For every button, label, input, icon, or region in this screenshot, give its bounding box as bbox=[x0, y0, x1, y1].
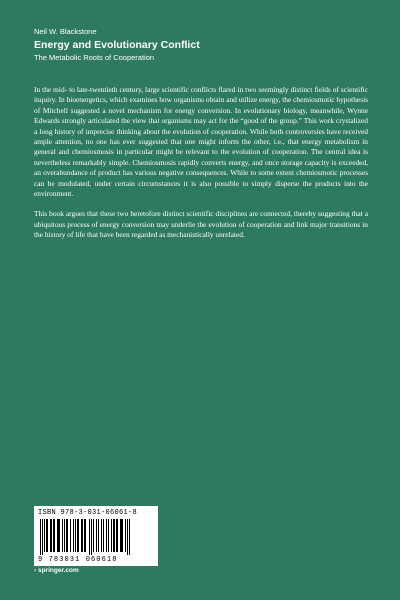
blurb bbox=[34, 85, 368, 251]
website-link[interactable]: › springer.com bbox=[34, 567, 79, 574]
blurb-paragraph-1: In the mid- to late-twentieth century, large scientific conflicts flared in two seemingly distinct fields of scientific inquiry. In bioenergetics, which examines how organisms obtain and utilize energy, the chemiosmotic hypothesis of Mitchell suggested a novel mechanism for energy conversion. In evolutionary biology, meanwhile, Wynne Edwards strongly articulated the view that organisms may act for the “good of the group.” This work crystalized a long history of imprecise thinking about the evolution of cooperation. While both controversies have received ample attention, no one has ever suggested that one might inform the other, i.e., that energy metabolism in general and chemiosmosis in particular might be relevant to the evolution of cooperation. The central idea is nevertheless remarkably simple. Chemiosmosis rapidly converts energy, and once storage capacity is exceeded, an overabundance of product has various negative consequences. While to some extent chemiosmotic processes can be modulated, under certain circumstances it is also possible to simply disperse the products into the environment. bbox=[34, 85, 369, 199]
author-name: Neil W. Blackstone bbox=[34, 27, 97, 36]
book-subtitle: The Metabolic Roots of Cooperation bbox=[34, 53, 155, 62]
isbn-label: ISBN 978-3-031-06061-8 bbox=[38, 509, 138, 517]
barcode-number: 9 783031 060618 bbox=[38, 556, 118, 564]
header bbox=[34, 27, 374, 62]
book-title: Energy and Evolutionary Conflict bbox=[34, 39, 200, 51]
barcode-bars bbox=[38, 519, 154, 555]
blurb-paragraph-2: This book argues that these two heretofore distinct scientific disciplines are connected, thereby suggesting that a ubiquitous process of energy conversion may underlie the evolution of cooperation and link major transitions in the history of life that have been regarded as mechanistically unrelated. bbox=[34, 209, 368, 240]
barcode bbox=[34, 506, 158, 566]
